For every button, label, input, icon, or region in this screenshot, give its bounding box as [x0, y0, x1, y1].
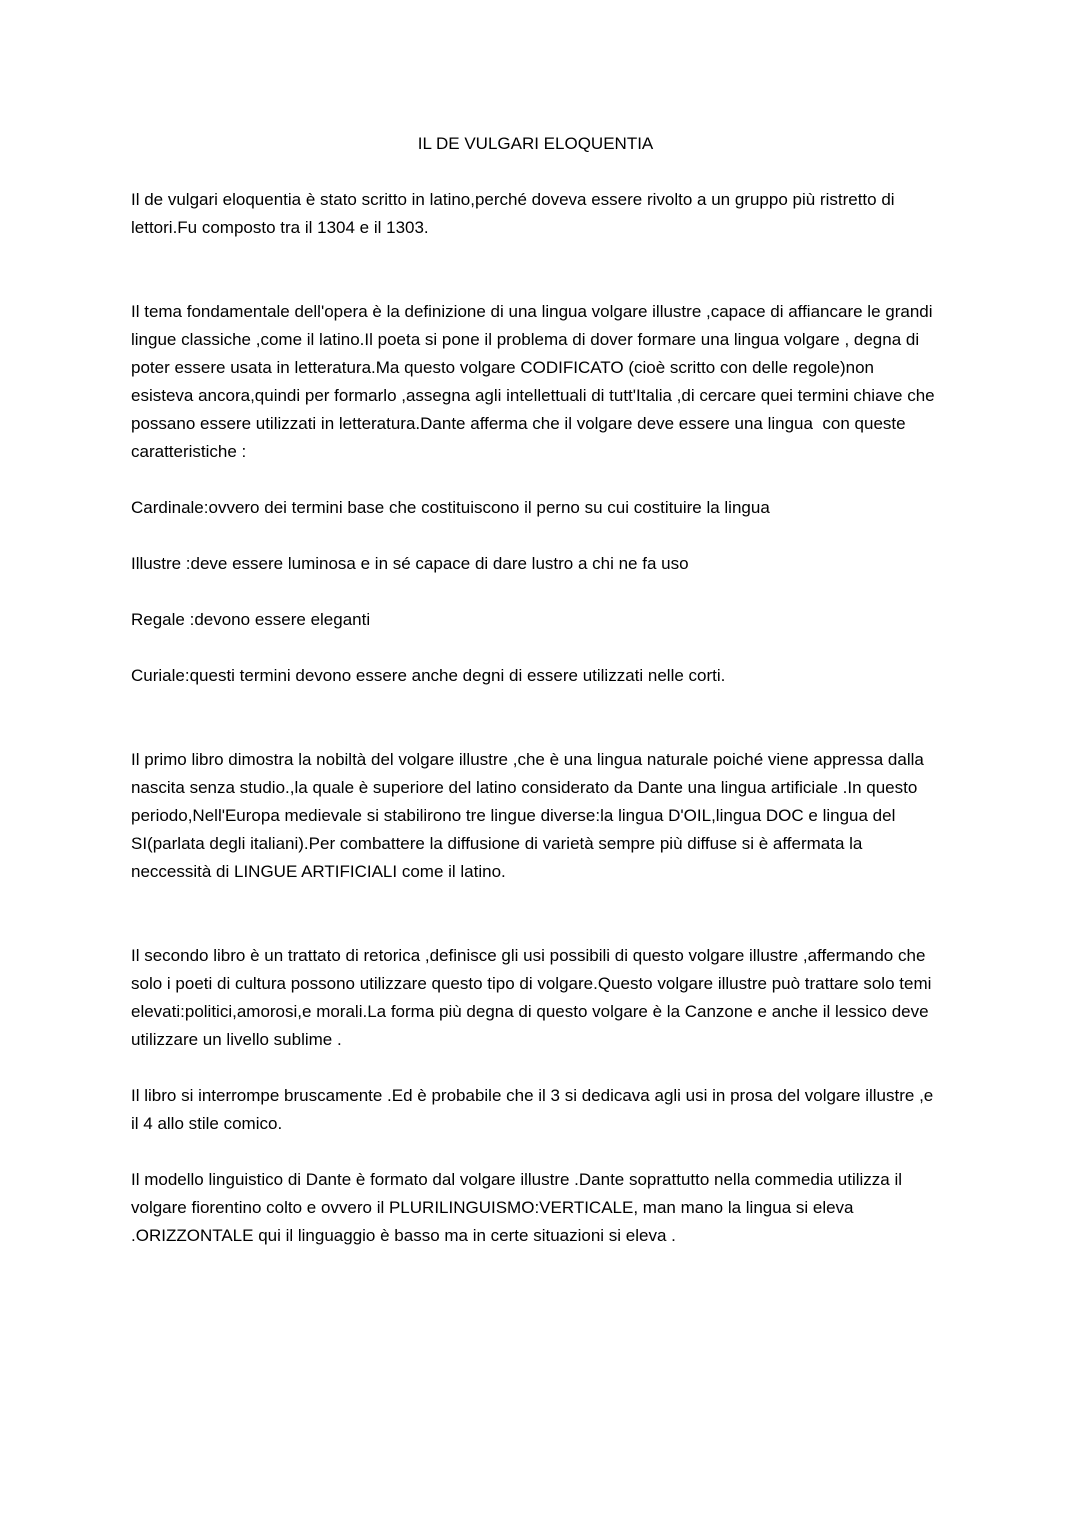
paragraph-secondo-libro: Il secondo libro è un trattato di retorica ,definisce gli usi possibili di questo volgare illustre ,affermando che solo i poeti di cultura possono utilizzare questo tipo di volgare.Questo volgare illustre può trattare solo temi elevati:politici,amorosi,e morali.La forma più degna di questo volgare è la Canzone e anche il lessico deve utilizzare un livello sublime . [131, 946, 937, 1049]
document-title: IL DE VULGARI ELOQUENTIA [417, 134, 654, 153]
paragraph-primo-libro: Il primo libro dimostra la nobiltà del volgare illustre ,che è una lingua naturale poiché viene appressa dalla nascita senza studio.,la quale è superiore del latino considerato da Dante una lingua artificiale .In questo periodo,Nell'Europa medievale si stabilirono tre lingue diverse:la lingua D'OIL,lingua DOC e lingua del SI(parlata degli italiani).Per combattere la diffusione di varietà sempre più diffuse si è affermata la neccessità di LINGUE ARTIFICIALI come il latino. [131, 750, 929, 881]
paragraph-cardinale: Cardinale:ovvero dei termini base che costituiscono il perno su cui costituire la lingua [131, 498, 770, 517]
paragraph-illustre: Illustre :deve essere luminosa e in sé capace di dare lustro a chi ne fa uso [131, 554, 689, 573]
paragraph-regale: Regale :devono essere eleganti [131, 610, 371, 629]
paragraph-intro: Il de vulgari eloquentia è stato scritto in latino,perché doveva essere rivolto a un gruppo più ristretto di lettori.Fu composto tra il 1304 e il 1303. [131, 190, 900, 237]
paragraph-curiale: Curiale:questi termini devono essere anche degni di essere utilizzati nelle corti. [131, 666, 726, 685]
paragraph-interruzione-libro: Il libro si interrompe bruscamente .Ed è probabile che il 3 si dedicava agli usi in prosa del volgare illustre ,e il 4 allo stile comico. [131, 1086, 938, 1133]
paragraph-modello-linguistico: Il modello linguistico di Dante è formato dal volgare illustre .Dante soprattutto nella commedia utilizza il volgare fiorentino colto e ovvero il PLURILINGUISMO:VERTICALE, man mano la lingua si eleva .ORIZZONTALE qui il linguaggio è basso ma in certe situazioni si eleva . [131, 1170, 907, 1245]
paragraph-tema-fondamentale: Il tema fondamentale dell'opera è la definizione di una lingua volgare illustre ,capace di affiancare le grandi lingue classiche ,come il latino.Il poeta si pone il problema di dover formare una lingua volgare , degna di poter essere usata in letteratura.Ma questo volgare CODIFICATO (cioè scritto con delle regole)non esisteva ancora,quindi per formarlo ,assegna agli intellettuali di tutt'Italia ,di cercare quei termini chiave che possano essere utilizzati in letteratura.Dante afferma che il volgare deve essere una lingua con queste caratteristiche : [131, 302, 940, 461]
